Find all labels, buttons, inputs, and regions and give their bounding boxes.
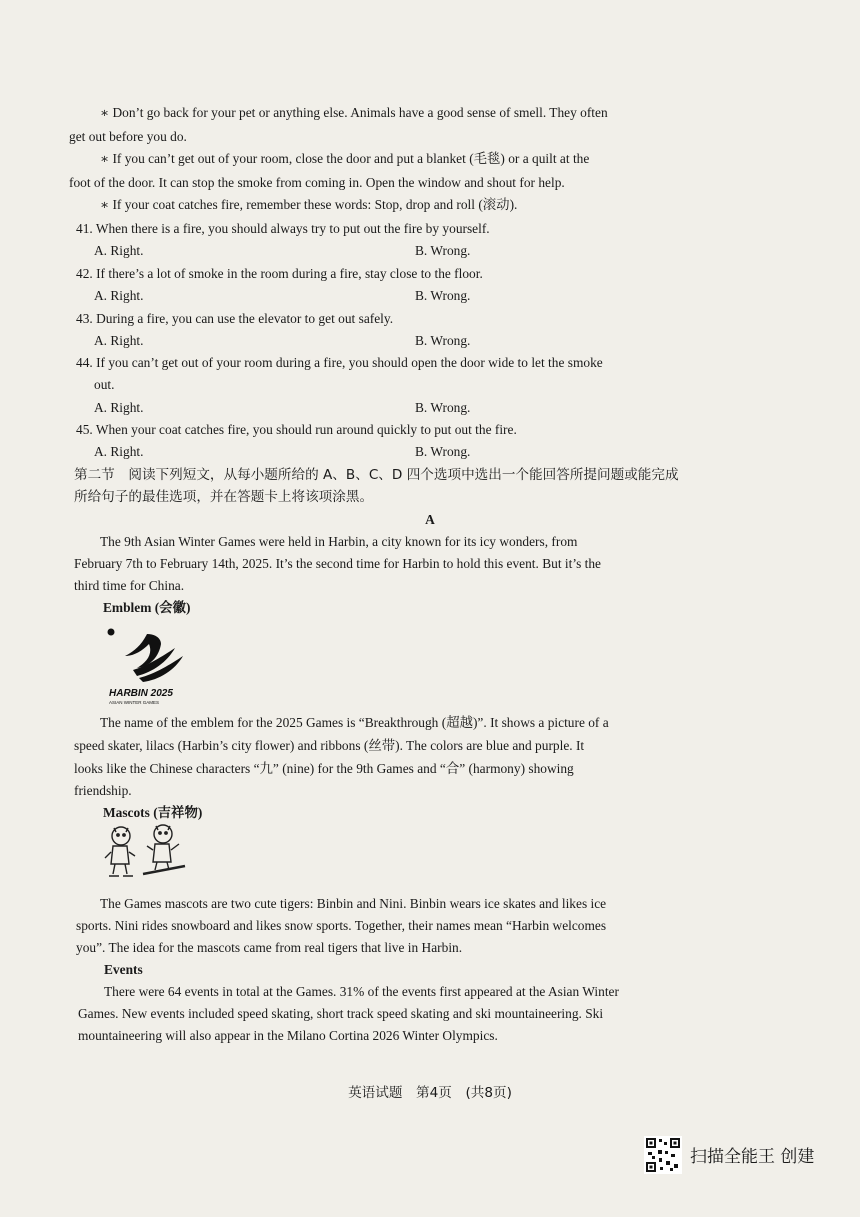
logo-text: HARBIN 2025 bbox=[109, 688, 173, 699]
question-41-stem: 41. When there is a fire, you should always try to put out the fire by yourself. bbox=[76, 221, 490, 236]
question-43-stem: 43. During a fire, you can use the elevator to get out safely. bbox=[76, 311, 394, 326]
question-41-option-b: B. Wrong. bbox=[415, 243, 471, 258]
passage-heading: A bbox=[425, 512, 435, 527]
passage-p2-line3: looks like the Chinese characters “九” (nine) for the 9th Games and “合” (harmony) showing bbox=[74, 761, 574, 776]
emblem-subheading: Emblem (会徽) bbox=[103, 600, 191, 615]
question-44-option-a: A. Right. bbox=[94, 400, 144, 415]
logo-subtext: ASIAN WINTER GAMES bbox=[109, 700, 160, 705]
passage-p3-line1: The Games mascots are two cute tigers: Binbin and Nini. Binbin wears ice skates and likes ice bbox=[100, 896, 607, 911]
scanner-watermark: 扫描全能王 创建 bbox=[690, 1147, 815, 1167]
question-45-option-b: B. Wrong. bbox=[415, 444, 471, 459]
tip-room-line2: foot of the door. It can stop the smoke from coming in. Open the window and shout for help. bbox=[69, 175, 565, 190]
question-41-option-a: A. Right. bbox=[94, 243, 144, 258]
question-42-option-b: B. Wrong. bbox=[415, 288, 471, 303]
question-43-option-a: A. Right. bbox=[94, 333, 144, 348]
passage-p2-line4: friendship. bbox=[74, 783, 132, 798]
question-45-stem: 45. When your coat catches fire, you should run around quickly to put out the fire. bbox=[76, 422, 517, 437]
section2-instructions-line1: 第二节 阅读下列短文，从每小题所给的 A、B、C、D 四个选项中选出一个能回答所提问题或能完成 bbox=[74, 467, 679, 483]
question-43-option-b: B. Wrong. bbox=[415, 333, 471, 348]
tip-pet-line1: ∗ Don’t go back for your pet or anything else. Animals have a good sense of smell. They often bbox=[100, 105, 608, 120]
passage-p3-line3: you”. The idea for the mascots came from real tigers that live in Harbin. bbox=[76, 940, 463, 955]
passage-p4-line3: mountaineering will also appear in the Milano Cortina 2026 Winter Olympics. bbox=[78, 1028, 498, 1043]
passage-p1-line3: third time for China. bbox=[74, 578, 185, 593]
tip-pet-line2: get out before you do. bbox=[69, 129, 187, 144]
mascots-subheading: Mascots (吉祥物) bbox=[103, 805, 203, 820]
question-42-option-a: A. Right. bbox=[94, 288, 144, 303]
passage-p3-line2: sports. Nini rides snowboard and likes snow sports. Together, their names mean “Harbin welcomes bbox=[76, 918, 607, 933]
passage-p2-line2: speed skater, lilacs (Harbin’s city flower) and ribbons (丝带). The colors are blue and purple. It bbox=[74, 738, 585, 753]
passage-p2-line1: The name of the emblem for the 2025 Games is “Breakthrough (超越)”. It shows a picture of a bbox=[100, 715, 609, 730]
qr-code-icon bbox=[644, 1136, 682, 1174]
tip-room-line1: ∗ If you can’t get out of your room, close the door and put a blanket (毛毯) or a quilt at the bbox=[100, 151, 590, 166]
passage-p1-line2: February 7th to February 14th, 2025. It’s the second time for Harbin to hold this event. But it’s the bbox=[74, 556, 601, 571]
question-45-option-a: A. Right. bbox=[94, 444, 144, 459]
tiger-mascots-image bbox=[103, 822, 193, 882]
harbin-2025-emblem-logo bbox=[103, 626, 199, 706]
events-subheading: Events bbox=[104, 962, 143, 977]
question-44-option-b: B. Wrong. bbox=[415, 400, 471, 415]
passage-p4-line1: There were 64 events in total at the Games. 31% of the events first appeared at the Asian Winter bbox=[104, 984, 619, 999]
page-footer: 英语试题 第4页 (共8页) bbox=[348, 1085, 512, 1101]
section2-instructions-line2: 所给句子的最佳选项，并在答题卡上将该项涂黑。 bbox=[74, 489, 374, 505]
question-44-stem-line2: out. bbox=[94, 377, 115, 392]
passage-p4-line2: Games. New events included speed skating, short track speed skating and ski mountaineering. Ski bbox=[78, 1006, 604, 1021]
question-44-stem: 44. If you can’t get out of your room during a fire, you should open the door wide to let the smoke bbox=[76, 355, 603, 370]
question-42-stem: 42. If there’s a lot of smoke in the room during a fire, stay close to the floor. bbox=[76, 266, 483, 281]
passage-p1-line1: The 9th Asian Winter Games were held in Harbin, a city known for its icy wonders, from bbox=[100, 534, 578, 549]
tip-coat-line: ∗ If your coat catches fire, remember these words: Stop, drop and roll (滚动). bbox=[100, 197, 518, 212]
